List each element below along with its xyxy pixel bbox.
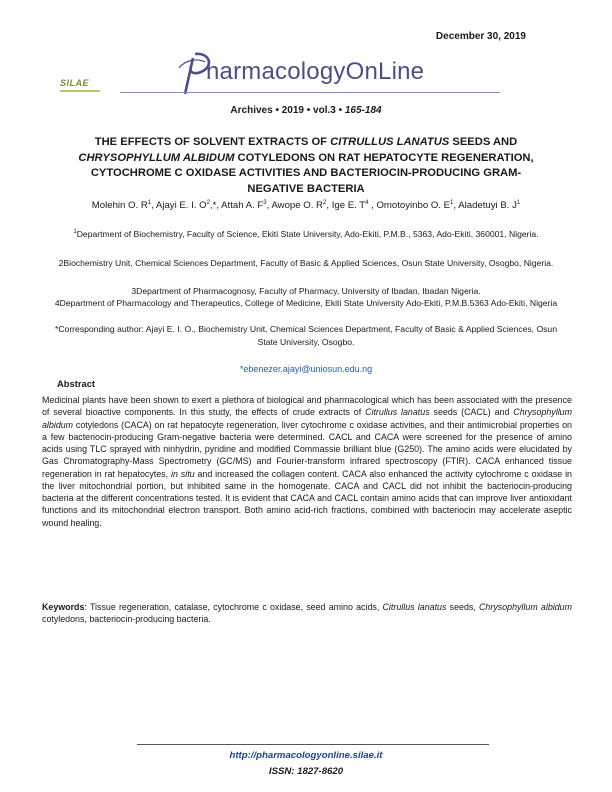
footer-divider <box>137 744 489 745</box>
issue-info: Archives • 2019 • vol.3 • 165-184 <box>230 105 382 116</box>
corresponding-email-link[interactable]: *ebenezer.ajayi@uniosun.edu.ng <box>239 364 373 374</box>
abstract-heading: Abstract <box>57 378 96 389</box>
logo-underline <box>120 92 500 93</box>
publication-date: December 30, 2019 <box>435 31 526 42</box>
journal-logo <box>60 48 560 98</box>
abstract-text: Medicinal plants have been shown to exert a plethora of biological and pharmacological which has been associated with the presence of several bioactive components. In this study, the effects of crude extracts of Citrullus lanatus seeds (CACL) and Chrysophyllum albidum cotyledons (CACA) on rat hepatocyte regeneration, liver cytochrome c oxidase activities, and their antimicrobial properties on a few bacteriocin-producing Gram-negative bacteria were determined. CACL and CACA were screened for the presence of amino acids using TLC sprayed with ninhydrin, pyridine and modified Commassie brilliant blue (G250). The amino acids were elucidated by Gas Chromatography-Mass Spectrometry (GC/MS) and Fourier-transform infrared spectroscopy (FTIR). CACA enhanced tissue regeneration in rat hepatocytes, in situ and increased the collagen content. CACA also enhanced the activity cytochrome c oxidase in the liver mitochondrial portion, but inhibited same in the homogenate. CACA and CACL did not inhibit the bacteriocin-producing bacteria at the different concentrations tested. It is evident that CACA and CACL contain amino acids that can improve liver antioxidant functions and its mitochondrial electron transport. Both amino acid-rich fractions, combined with bacteriocin may accelerate aseptic wound healing. <box>42 395 572 528</box>
keywords: Keywords: Tissue regeneration, catalase, cytochrome c oxidase, seed amino acids, Citrullus lanatus seeds, Chrysophyllum albidum cotyledons, bacteriocin-producing bacteria. <box>42 602 573 625</box>
author-list: Molehin O. $R^1$, Ajayi E. I. $O^2,*$, Attah A. $F^3$, Awope O. $R^2$, Ige E. $T^4$ , Omotoyinbo O. $E^1$, Aladetuyi B. $J^1$ <box>91 199 521 211</box>
corresponding-author: *Corresponding author: Ajayi E. I. O., Biochemistry Unit, Chemical Sciences Department, Faculty of Basic & Applied Sciences, Osun State University, Osogbo. <box>54 324 557 347</box>
silae-logo: SILAE <box>60 78 90 88</box>
affiliation-4: 4Department of Pharmacology and Therapeutics, College of Medicine, Ekiti State University Ado-Ekiti, P.M.B.5363 Ado-Ekiti, Nigeria <box>54 298 558 308</box>
keywords-label: Keywords <box>42 602 85 612</box>
journal-name: harmacologyOnLine <box>206 58 425 85</box>
affiliation-2: 2Biochemistry Unit, Chemical Sciences Department, Faculty of Basic & Applied Sciences, Osun State University, Osogbo, Nigeria. <box>58 258 554 268</box>
affiliation-3: 3Department of Pharmacognosy, Faculty of Pharmacy, University of Ibadan, Ibadan Nigeria. <box>131 286 481 296</box>
journal-url-link[interactable]: http://pharmacologyonline.silae.it <box>229 750 383 761</box>
silae-logo-bar <box>60 90 100 92</box>
affiliation-1: $^1$Department of Biochemistry, Faculty of Science, Ekiti State University, Ado-Ekiti, P.M.B., 5363, Ado-Ekiti, 360001, Nigeria. <box>73 229 539 239</box>
issn: ISSN: 1827-8620 <box>268 766 344 777</box>
paper-title: THE EFFECTS OF SOLVENT EXTRACTS OF CITRULLUS LANATUS SEEDS AND CHRYSOPHYLLUM ALBIDUM COTYLEDONS ON RAT HEPATOCYTE REGENERATION, CYTOCHROME C OXIDASE ACTIVITIES AND BACTERIOCIN-PRODUCING GRAM-NEGATIVE BACTERIA <box>78 136 534 195</box>
